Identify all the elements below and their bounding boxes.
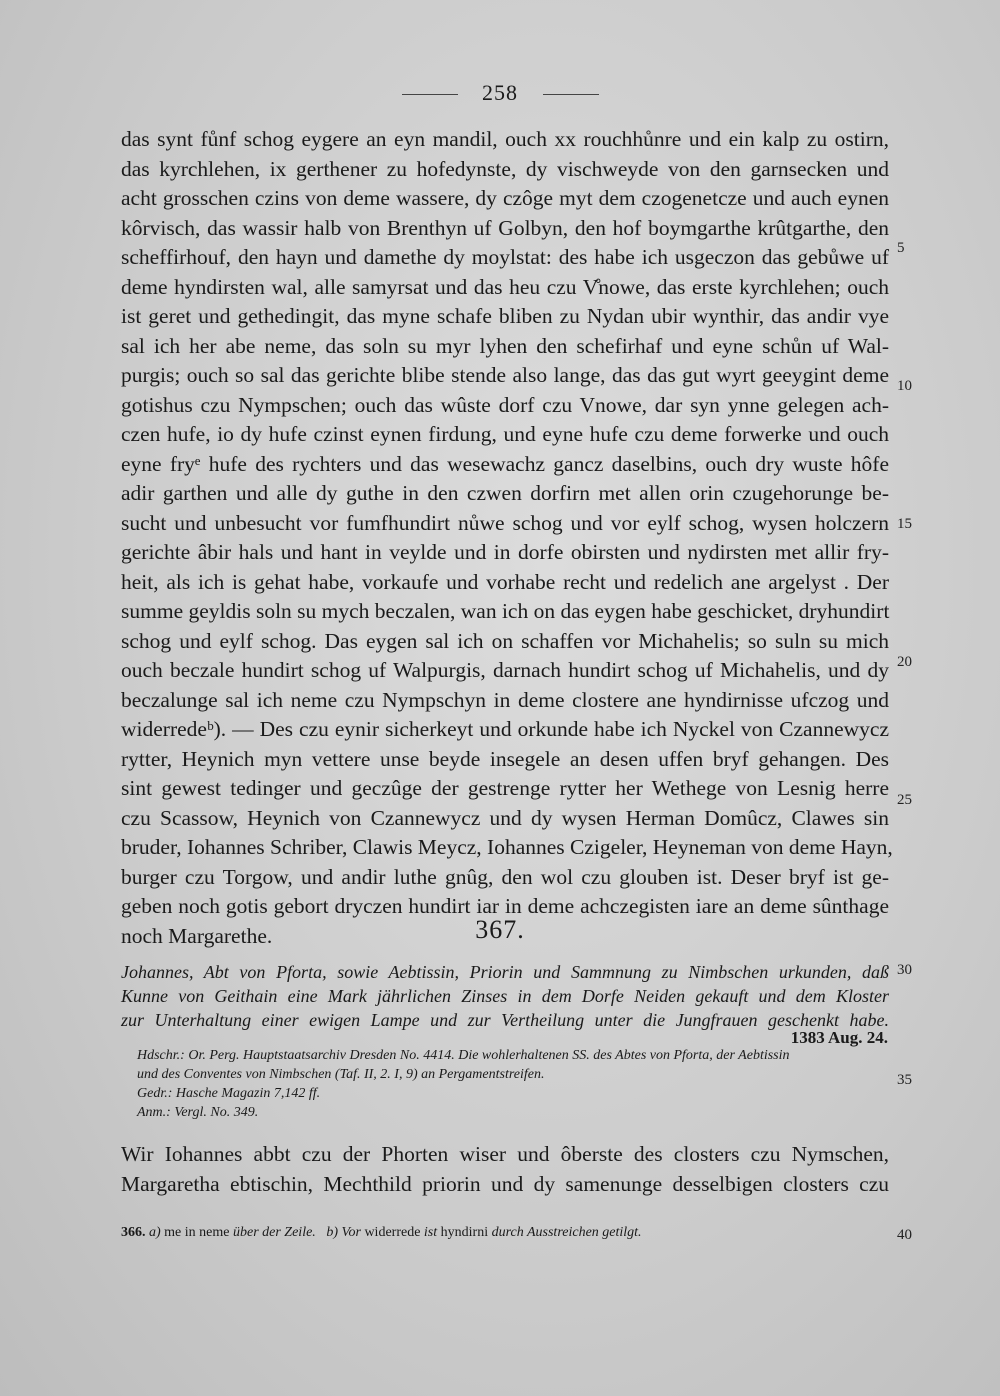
footnote-b-text: durch Ausstreichen getilgt. bbox=[491, 1225, 642, 1240]
page-header bbox=[0, 80, 1000, 106]
text-line: adir garthen und alle dy guthe in den czwen dorfirn met allen orin czugehorunge be- bbox=[121, 481, 889, 505]
regest-summary bbox=[121, 960, 889, 1032]
footnote-b-text: ist bbox=[423, 1225, 438, 1240]
footnote-b-label: b) bbox=[326, 1225, 338, 1240]
footnote-b-text: Vor bbox=[341, 1225, 361, 1240]
text-line: acht grosschen czins von deme wassere, dy czôge myt dem czogenetcze und auch eynen bbox=[121, 186, 889, 210]
text-line: gerichte âbir hals und hant in veylde und in dorfe obirsten und nydirsten met allir fry- bbox=[121, 540, 889, 564]
text-line: deme hyndirsten wal, alle samyrsat und das heu czu V̊nowe, das erste kyrchlehen; ouch bbox=[121, 274, 889, 299]
text-line: purgis; ouch so sal das gerichte blibe stende also lange, das das gut wyrt geeygint deme bbox=[121, 363, 889, 387]
footnote bbox=[121, 1225, 889, 1241]
text-line: schog und eylf schog. Das eygen sal ich on schaffen vor Michahelis; so suln su mich bbox=[121, 628, 889, 653]
text-line: geben noch gotis gebort dryczen hundirt iar in deme achczegisten iare an deme sûnthage bbox=[121, 894, 889, 918]
text-line: rytter, Heynich myn vettere unse beyde insegele an desen uffen bryf gehangen. Des bbox=[121, 746, 889, 771]
text-line: beczalunge sal ich neme czu Nympschyn in deme clostere ane hyndirnisse ufczog und bbox=[121, 687, 889, 712]
text-line: czu Scassow, Heynich von Czannewycz und dy wysen Herman Domûcz, Clawes sin bbox=[121, 805, 889, 830]
text-line: zur Unterhaltung einer ewigen Lampe und zur Vertheilung unter die Jungfrauen geschenkt habe. bbox=[121, 1010, 889, 1030]
text-line: eyne fryᵉ hufe des rychters und das wesewachz gancz daselbins, ouch dry wuste hôfe bbox=[121, 451, 889, 476]
text-line: kôrvisch, das wassir halb von Brenthyn uf Golbyn, den hof boymgarthe krûtgarthe, den bbox=[121, 215, 889, 240]
document-number: 367. bbox=[475, 915, 525, 944]
line-number: 5 bbox=[897, 240, 905, 256]
text-line: summe geyldis soln su mych beczalen, wan ich on das eygen habe geschicket, dryhundirt bbox=[121, 599, 890, 623]
main-text-block bbox=[121, 125, 893, 951]
footnote-a-label: a) bbox=[149, 1225, 161, 1240]
document-date: 1383 Aug. 24. bbox=[790, 1028, 888, 1047]
footnote-b-text: hyndirni bbox=[440, 1225, 489, 1240]
line-number: 10 bbox=[897, 378, 912, 394]
text-line: burger czu Torgow, und andir luthe gnûg, den wol czu glouben ist. Deser bryf ist ge- bbox=[121, 864, 889, 889]
line-number: 15 bbox=[897, 516, 912, 532]
footnote-a-text: me in neme bbox=[164, 1225, 230, 1240]
text-line: sint gewest tedinger und geczûge der gestrenge rytter her Wethege von Lesnig herre bbox=[121, 776, 889, 800]
page-number: 258 bbox=[482, 80, 518, 105]
text-line: widerredeᵇ). — Des czu eynir sicherkeyt und orkunde habe ich Nyckel von Czannewycz bbox=[121, 717, 889, 741]
text-line: sal ich her abe neme, das soln su myr lyhen den schefirhaf und eyne schůn uf Wal- bbox=[121, 333, 889, 358]
footnote-ref: 366. bbox=[121, 1225, 146, 1240]
text-line: czen hufe, io dy hufe czinst eynen firdung, und eyne hufe czu deme forwerke und ouch bbox=[121, 422, 889, 446]
note-line: Hdschr.: Or. Perg. Hauptstaatsarchiv Dresden No. 4414. Die wohlerhaltenen SS. des Abtes von Pforta, der Aebtissin bbox=[137, 1048, 790, 1063]
text-line: heit, als ich is gehat habe, vorkaufe und vorhabe recht und redelich ane argelyst . Der bbox=[121, 569, 889, 594]
header-rule-left bbox=[402, 94, 458, 95]
text-line: das kyrchlehen, ix gerthener zu hofedynste, dy vischweyde von den garnsecken und bbox=[121, 156, 889, 181]
text-line: Margaretha ebtischin, Mechthild priorin und dy samenunge desselbigen closters czu bbox=[121, 1171, 889, 1196]
text-line: scheffirhouf, den hayn und damethe dy moylstat: des habe ich usgeczon das gebůwe uf bbox=[121, 245, 889, 269]
text-line: gotishus czu Nympschen; ouch das wûste dorf czu Vnowe, dar syn ynne gelegen ach- bbox=[121, 392, 889, 417]
text-line: noch Margarethe. bbox=[121, 923, 273, 948]
header-rule-right bbox=[543, 94, 599, 95]
line-number: 35 bbox=[897, 1072, 912, 1088]
document-text-367 bbox=[121, 1140, 889, 1199]
text-line: das synt fůnf schog eygere an eyn mandil, ouch xx rouchhůnre und ein kalp zu ostirn, bbox=[121, 127, 889, 151]
text-line: ist geret und gethedingit, das myne schafe bliben zu Nydan ubir wynthir, das andir vye bbox=[121, 304, 889, 328]
text-line: Kunne von Geithain eine Mark jährlichen Zinses in dem Dorfe Neiden gekauft und dem Kloster bbox=[121, 986, 889, 1006]
footnote-a-text-italic: über der Zeile. bbox=[232, 1225, 316, 1240]
line-number: 20 bbox=[897, 654, 912, 670]
text-line: Wir Iohannes abbt czu der Phorten wiser und ôberste des closters czu Nymschen, bbox=[121, 1142, 889, 1166]
note-line: Anm.: Vergl. No. 349. bbox=[137, 1105, 259, 1120]
text-line: Johannes, Abt von Pforta, sowie Aebtissin, Priorin und Sammnung zu Nimbschen urkunden, daß bbox=[121, 962, 889, 982]
note-line: und des Conventes von Nimbschen (Taf. II, 2. I, 9) an Pergamentstreifen. bbox=[137, 1067, 545, 1082]
footnote-b-text: widerrede bbox=[364, 1225, 421, 1240]
line-number: 30 bbox=[897, 962, 912, 978]
line-number: 40 bbox=[897, 1227, 912, 1243]
line-number: 25 bbox=[897, 792, 912, 808]
note-line: Gedr.: Hasche Magazin 7,142 ff. bbox=[137, 1086, 321, 1101]
text-line: bruder, Iohannes Schriber, Clawis Meycz, Iohannes Czigeler, Heyneman von deme Hayn, bbox=[121, 835, 893, 859]
source-notes bbox=[137, 1046, 897, 1122]
text-line: sucht und unbesucht vor fumfhundirt nůwe schog und vor eylf schog, wysen holczern bbox=[121, 510, 889, 535]
text-line: ouch beczale hundirt schog uf Walpurgis, darnach hundirt schog uf Michahelis, und dy bbox=[121, 658, 889, 682]
